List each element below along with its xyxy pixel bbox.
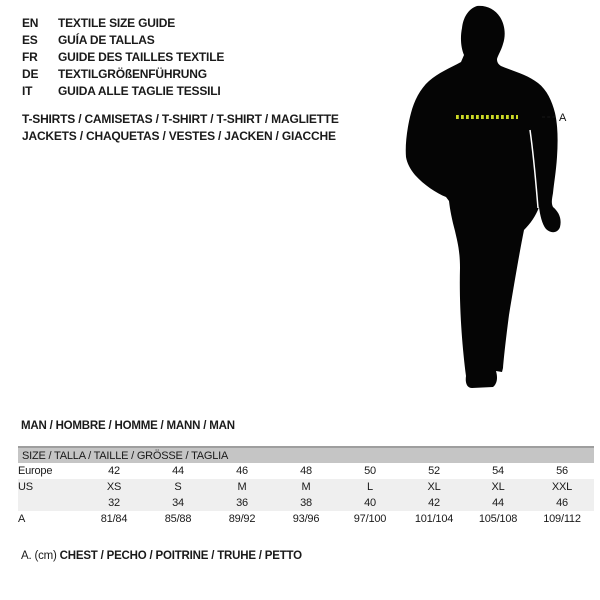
size-table-header: SIZE / TALLA / TAILLE / GRÖSSE / TAGLIA [18, 447, 594, 463]
language-label: GUIDE DES TAILLES TEXTILE [58, 50, 225, 64]
language-code: IT [22, 84, 33, 98]
size-cell: 50 [364, 465, 376, 477]
size-cell: 105/108 [478, 513, 518, 525]
man-silhouette-svg [390, 0, 600, 400]
size-cell: 40 [338, 495, 402, 511]
language-label: GUÍA DE TALLAS [58, 33, 155, 47]
language-row-es [22, 32, 224, 49]
size-cell: 85/88 [164, 513, 192, 525]
size-cell: 93/96 [292, 513, 320, 525]
language-row-fr [22, 49, 224, 66]
size-cell: 46 [530, 495, 594, 511]
row-label: A [18, 513, 26, 525]
size-table-header-row [18, 447, 594, 463]
language-row-de [22, 66, 224, 83]
size-cell: 42 [108, 465, 120, 477]
table-row-us [18, 479, 594, 495]
size-cell: 38 [274, 495, 338, 511]
language-label: GUIDA ALLE TAGLIE TESSILI [58, 84, 221, 98]
row-label [18, 495, 82, 511]
language-row-it [22, 83, 224, 100]
size-cell: 109/112 [543, 513, 581, 525]
table-row-numeric [18, 495, 594, 511]
size-cell: 32 [82, 495, 146, 511]
size-cell: 97/100 [353, 513, 387, 525]
size-cell: 89/92 [228, 513, 256, 525]
section-title-man: MAN / HOMBRE / HOMME / MANN / MAN [21, 420, 235, 432]
language-code: FR [22, 50, 38, 64]
man-figure [390, 0, 600, 400]
size-cell: 34 [146, 495, 210, 511]
size-cell: 101/104 [414, 513, 454, 525]
language-code: EN [22, 16, 39, 30]
language-label: TEXTILE SIZE GUIDE [58, 16, 176, 30]
measure-label-a: A [559, 112, 567, 124]
footnote-chest [21, 550, 302, 562]
size-cell: 54 [492, 465, 504, 477]
size-cell: 42 [402, 495, 466, 511]
size-cell: S [146, 479, 210, 495]
size-cell: M [274, 479, 338, 495]
table-row-europe [18, 463, 594, 479]
size-table [18, 446, 594, 527]
row-label: US [18, 479, 82, 495]
size-cell: M [210, 479, 274, 495]
row-label: Europe [18, 465, 53, 477]
size-cell: 46 [236, 465, 248, 477]
size-cell: 48 [300, 465, 312, 477]
size-cell: 52 [428, 465, 440, 477]
language-list [22, 15, 224, 100]
language-code: DE [22, 67, 39, 81]
category-list [22, 111, 339, 145]
size-cell: L [338, 479, 402, 495]
size-cell: 44 [172, 465, 184, 477]
size-cell: 36 [210, 495, 274, 511]
size-cell: 56 [556, 465, 568, 477]
footnote-prefix: A. (cm) [21, 550, 60, 562]
size-cell: XL [466, 479, 530, 495]
size-cell: 81/84 [100, 513, 128, 525]
size-cell: XL [402, 479, 466, 495]
footnote-text: CHEST / PECHO / POITRINE / TRUHE / PETTO [59, 550, 302, 562]
language-row-en [22, 15, 224, 32]
language-label: TEXTILGRÖßENFÜHRUNG [58, 67, 207, 81]
size-cell: XXL [530, 479, 594, 495]
table-row-chest-a [18, 511, 594, 527]
category-jackets: JACKETS / CHAQUETAS / VESTES / JACKEN / GIACCHE [22, 129, 336, 143]
size-cell: 44 [466, 495, 530, 511]
category-tshirts: T-SHIRTS / CAMISETAS / T-SHIRT / T-SHIRT / MAGLIETTE [22, 112, 339, 126]
language-code: ES [22, 33, 38, 47]
size-cell: XS [82, 479, 146, 495]
